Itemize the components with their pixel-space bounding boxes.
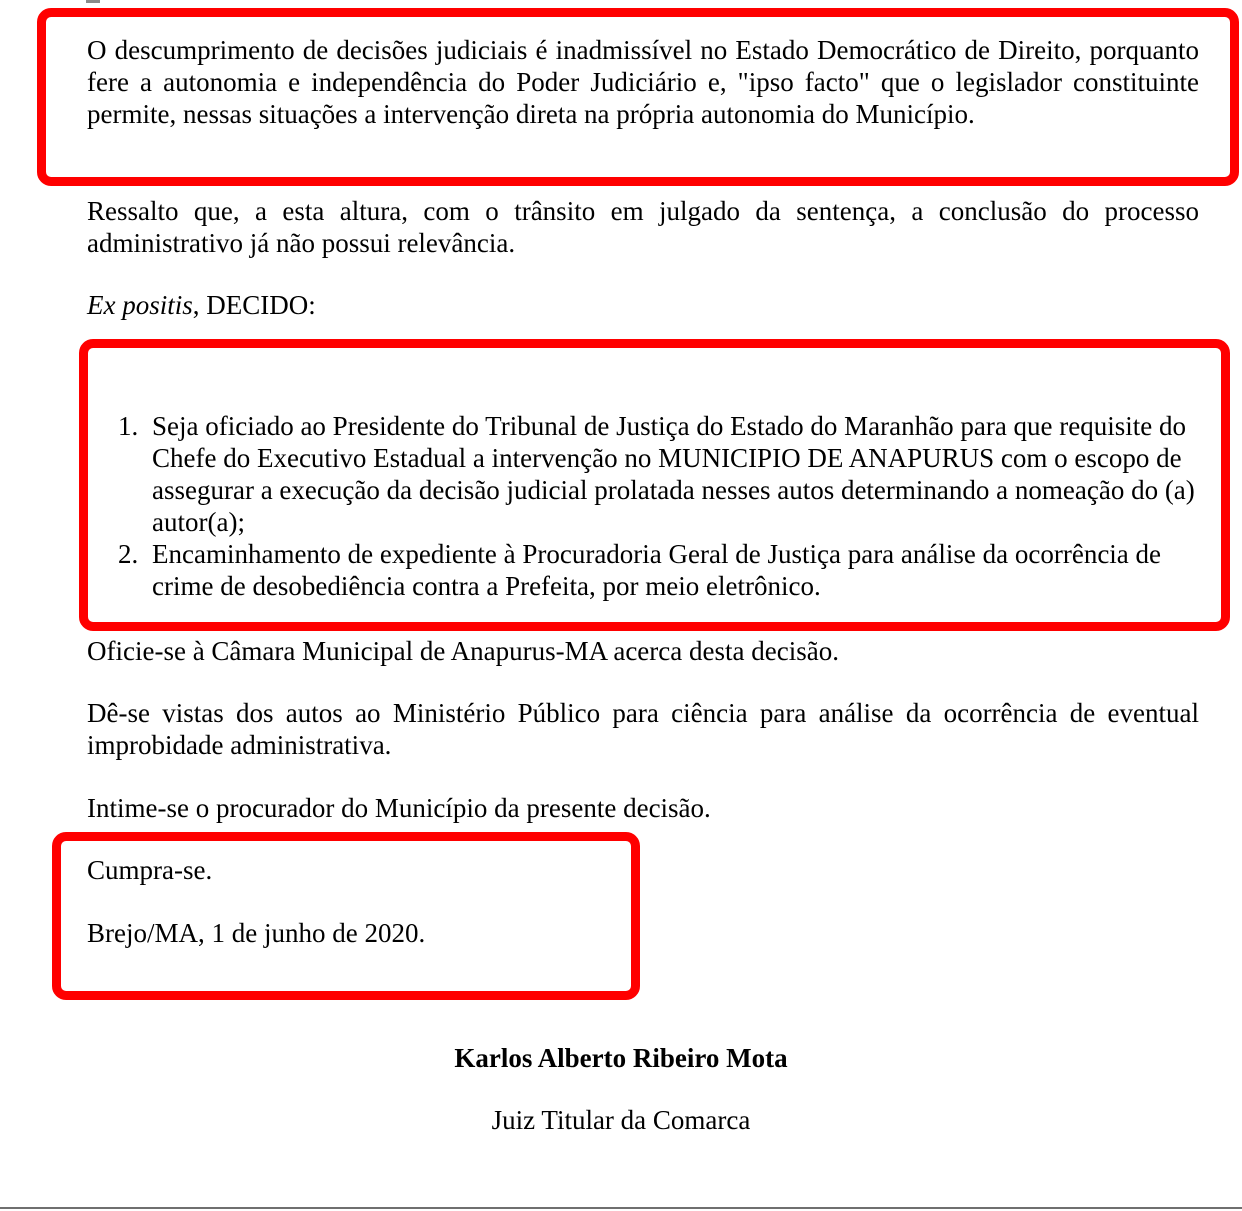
list-item [118, 410, 1203, 538]
list-item-text: Encaminhamento de expediente à Procuradoria Geral de Justiça para análise da ocorrência de crime de desobediência contra a Prefeita, por meio eletrônico. [152, 539, 1162, 601]
paragraph-decido [87, 289, 1199, 321]
signature-name: Karlos Alberto Ribeiro Mota [454, 1043, 788, 1073]
decido-text: , DECIDO: [192, 290, 316, 320]
paragraph-intime: Intime-se o procurador do Município da presente decisão. [87, 793, 711, 823]
page-bottom-divider [0, 1207, 1242, 1209]
decision-list [118, 410, 1203, 602]
paragraph-cumpra: Cumpra-se. [87, 855, 213, 885]
paragraph-transito: Ressalto que, a esta altura, com o trânsito em julgado da sentença, a conclusão do processo administrativo já não possui relevância. [87, 196, 1199, 258]
page-top-fragment [86, 0, 100, 3]
list-item-number: 2. [118, 539, 139, 569]
paragraph-date-place: Brejo/MA, 1 de junho de 2020. [87, 918, 426, 948]
paragraph-intervention: O descumprimento de decisões judiciais é inadmissível no Estado Democrático de Direito, porquanto fere a autonomia e independência do Poder Judiciário e, "ipso facto" que o legislador constituinte permite, nessas situações a intervenção direta na própria autonomia do Município. [87, 35, 1199, 129]
paragraph-oficie: Oficie-se à Câmara Municipal de Anapurus-MA acerca desta decisão. [87, 636, 839, 666]
list-item-number: 1. [118, 411, 139, 441]
signature-title: Juiz Titular da Comarca [491, 1105, 751, 1135]
decido-italic-text: Ex positis [87, 290, 193, 320]
list-item-text: Seja oficiado ao Presidente do Tribunal de Justiça do Estado do Maranhão para que requisite do Chefe do Executivo Estadual a intervenção no MUNICIPIO DE ANAPURUS com o escopo de assegurar a execução da decisão judicial prolatada nesses autos determinando a nomeação do (a) autor(a); [152, 411, 1195, 537]
paragraph-vistas: Dê-se vistas dos autos ao Ministério Público para ciência para análise da ocorrência de eventual improbidade administrativa. [87, 698, 1199, 760]
list-item [118, 538, 1203, 602]
